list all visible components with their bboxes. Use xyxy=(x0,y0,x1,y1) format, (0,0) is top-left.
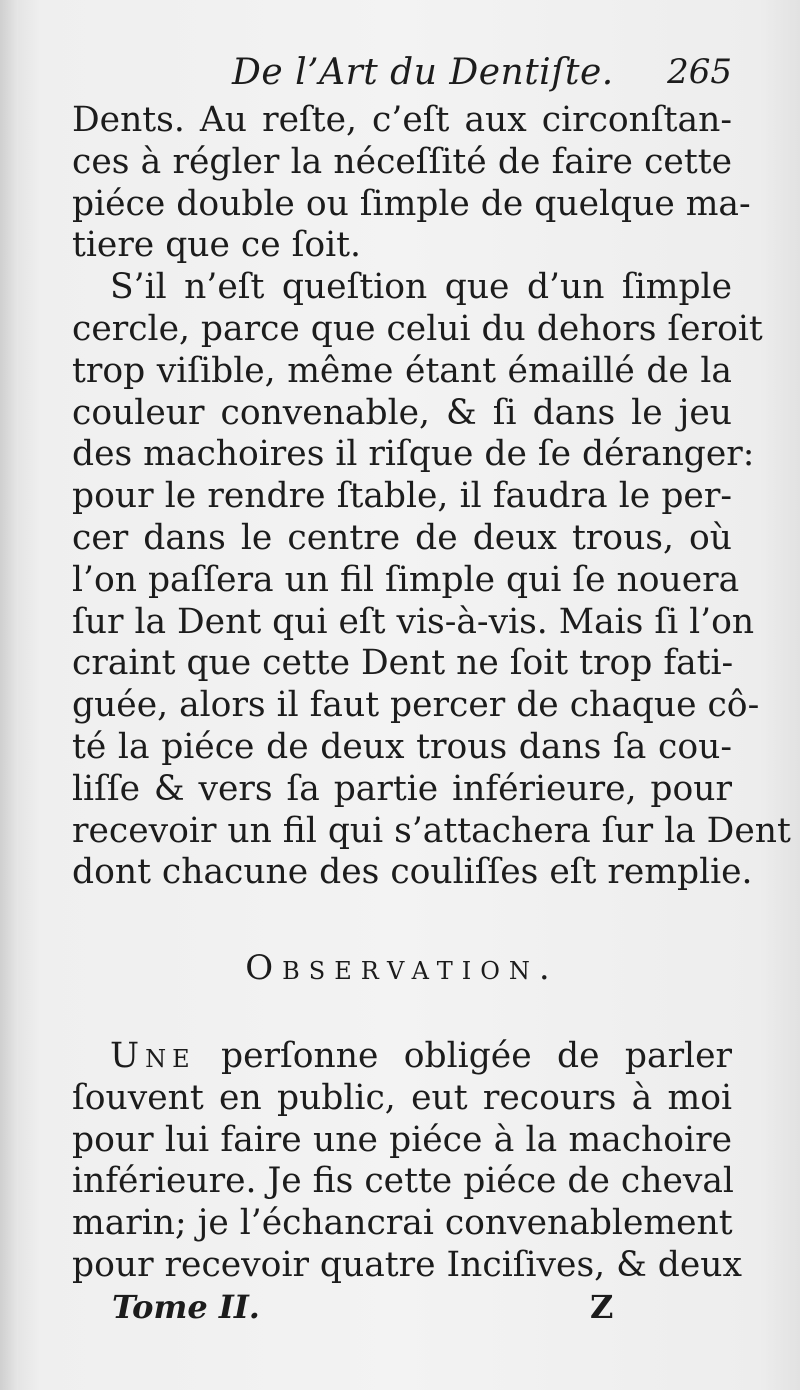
text-line: dont chacune des couliſſes eſt remplie. xyxy=(72,852,753,893)
text-line: guée, alors il faut percer de chaque cô- xyxy=(72,685,760,726)
text-line: pour lui faire une piéce à la machoire xyxy=(72,1119,732,1160)
text-line: pour recevoir quatre Inciſives, & deux xyxy=(72,1244,742,1285)
text-line: inférieure. Je fis cette piéce de cheval xyxy=(72,1161,734,1202)
text-line: recevoir un fil qui s’attachera ſur la Dent xyxy=(72,810,791,851)
opening-word: Une xyxy=(110,1036,196,1076)
page-gutter xyxy=(0,0,18,1390)
signature-mark: Z xyxy=(590,1288,614,1326)
text-line: trop viſible, même étant émaillé de la xyxy=(72,350,732,391)
text-line: té la piéce de deux trous dans ſa cou- xyxy=(72,726,732,767)
running-title: De l’Art du Dentiſte. xyxy=(232,52,614,93)
text-line: l’on paſſera un fil ſimple qui ſe nouera xyxy=(72,559,740,600)
text-line: couleur convenable, & ſi dans le jeu xyxy=(72,392,732,433)
text-block-2 xyxy=(72,1036,742,1287)
text-line: tiere que ce ſoit. xyxy=(72,225,361,266)
text-line xyxy=(72,1036,732,1078)
text-line: craint que cette Dent ne ſoit trop fati- xyxy=(72,643,734,684)
text-line: piéce double ou ſimple de quelque ma- xyxy=(72,183,751,224)
text-line: ſouvent en public, eut recours à moi xyxy=(72,1077,732,1118)
text-line: ſur la Dent qui eſt vis-à-vis. Mais ſi l’on xyxy=(72,601,755,642)
section-heading: Observation. xyxy=(245,948,559,988)
text-line: pour le rendre ſtable, il faudra le per- xyxy=(72,476,732,517)
text-line: ces à régler la néceſſité de faire cette xyxy=(72,141,732,182)
text-line: cercle, parce que celui du dehors ſeroit xyxy=(72,308,763,349)
page-header xyxy=(72,48,732,96)
first-line-rest: perſonne obligée de parler xyxy=(195,1036,732,1076)
text-line: S’il n’eſt queſtion que d’un ſimple xyxy=(110,267,732,308)
text-line: Dents. Au reſte, c’eſt aux circonſtan- xyxy=(72,100,732,140)
text-block-1 xyxy=(72,100,791,894)
text-line: liſſe & vers ſa partie inférieure, pour xyxy=(72,768,732,809)
text-line: des machoires il riſque de ſe déranger: xyxy=(72,434,755,475)
page-footer xyxy=(72,1288,732,1338)
page-number: 265 xyxy=(667,52,732,92)
text-line: cer dans le centre de deux trous, où xyxy=(72,517,732,558)
text-line: marin; je l’échancrai convenablement xyxy=(72,1203,733,1244)
volume-label: Tome II. xyxy=(112,1288,260,1326)
